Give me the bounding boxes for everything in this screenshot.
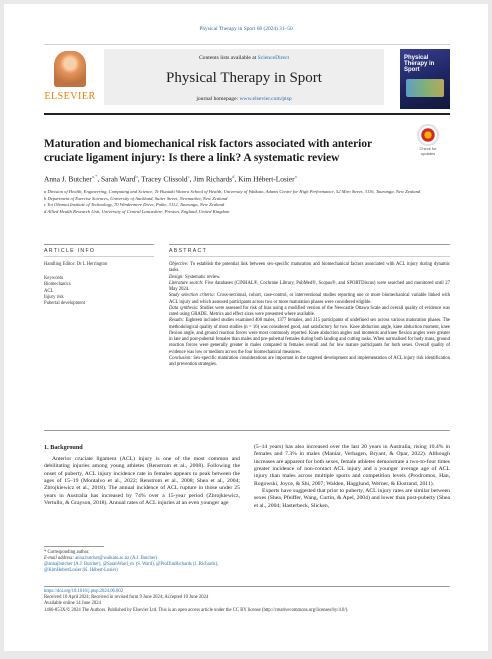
email-label: E-mail address: xyxy=(44,556,76,561)
abstract-heading: ABSTRACT xyxy=(169,248,208,254)
journal-title: Physical Therapy in Sport xyxy=(166,70,322,86)
body-paragraph: (5–14 years) has also increased over the last 20 years in Australia, rising 10.4% in females and 7.3% in males (Maniar, Verhagen, Bryant, & Opar, 2022). Although increases are apparent for both sexes, female athletes demonstrate a two-to-four times greater incidence of non-contact ACL injury and a younger average age of ACL injury than males across multiple sports and competition levels (Prodromos, Han, Rogowski, Joyce, & Shi, 2007; Walden, Hagglund, Werner, & Ekstrand, 2011). xyxy=(254,444,450,487)
body-column-right xyxy=(254,444,450,510)
elsevier-tree-icon xyxy=(54,51,86,87)
abstract-paragraph xyxy=(169,318,450,356)
author-name[interactable]: Jim Richards xyxy=(193,174,233,184)
handling-editor: Handling Editor: Dr L Herrington xyxy=(44,262,108,267)
author-affiliation-mark[interactable]: a,* xyxy=(91,174,98,179)
abstract-paragraph xyxy=(169,281,450,294)
author-affiliation-mark[interactable]: b xyxy=(135,174,138,179)
abstract-text: Sex-specific maturation considerations are important in the targeted development and implementation of ACL injury risk identification and prevention strategies. xyxy=(169,355,450,367)
abstract-label: Conclusion: xyxy=(169,355,192,361)
article-title: Maturation and biomechanical risk factors associated with anterior cruciate ligament injury: Is there a link? A systematic review xyxy=(44,138,372,164)
keyword: Biomechanics xyxy=(44,282,71,288)
doi-rule xyxy=(44,586,450,587)
homepage-line xyxy=(104,96,384,102)
publisher-name: ELSEVIER xyxy=(44,91,96,102)
keywords-label: Keywords xyxy=(44,276,64,282)
check-updates-icon xyxy=(417,124,439,146)
abstract-label: Data synthesis: xyxy=(169,305,199,311)
abstract-end-rule xyxy=(44,430,450,431)
abstract-text: Eighteen included studies examined 400 males, 1377 females, and 315 participants of undefined sex across various maturation phases. The methodological quality of most studies (n = 16) was considered good, and satisfactory for two. Knee abduction angle, knee abduction moment, knee flexion angle, and ground reaction forces were most commonly reported. Knee abduction angles and moments and knee flexion angles were greater in late and post-pubertal females than males and pre-pubertal females during both landing and cutting tasks. When normalised for body mass, ground reaction forces were generally greater in males compared to females overall and for low mature participants for both sexes. Overall quality of evidence was low or medium across the four biomechanical measures. xyxy=(169,318,450,355)
abstract-label: Objective: xyxy=(169,262,189,267)
abstract-text: Five databases (CINHAL®, Cochrane Library, PubMed®, Scopus®, and SPORTDiscus) were searched and monitored until 27 May 2024. xyxy=(169,280,450,292)
affiliation-item: b Department of Exercise Sciences, University of Auckland, Suiter Street, Newmarket, New Zealand xyxy=(44,195,228,201)
check-for-updates-button[interactable] xyxy=(417,124,439,156)
section-heading: 1. Background xyxy=(44,444,83,451)
abstract-rule xyxy=(169,244,450,245)
abstract-paragraph xyxy=(169,262,450,275)
journal-reference[interactable]: Physical Therapy in Sport 68 (2024) 31–50 xyxy=(199,26,293,32)
abstract-subrule xyxy=(169,256,450,257)
masthead-divider xyxy=(44,113,450,115)
article-info-panel xyxy=(44,262,154,307)
sciencedirect-link[interactable]: ScienceDirect xyxy=(257,55,290,61)
abstract-paragraph xyxy=(169,356,450,369)
body-column-left xyxy=(44,456,240,507)
article-info-rule xyxy=(44,244,154,245)
journal-masthead xyxy=(44,44,450,109)
footnote-rule xyxy=(44,546,104,547)
elsevier-logo[interactable] xyxy=(44,51,96,101)
contents-prefix: Contents lists available at xyxy=(198,55,258,61)
article-info-subrule xyxy=(44,256,154,257)
abstract-text: Studies were assessed for risk of bias using a modified version of the Newcastle Ottawa Scale and overall quality of evidence was rated using GRADE. Metrics and effect sizes were presented where available. xyxy=(169,305,450,317)
article-info-heading: ARTICLE INFO xyxy=(44,248,96,254)
social-handles[interactable]: @annajbutcher (A.J. Butcher), @SarahWard_ex (S. Ward), @ProfJimRichards (J. Richards), @KimHebertLosier (K. Hébert-Losier) xyxy=(44,562,219,573)
abstract-label: Study selection criteria: xyxy=(169,293,216,299)
article-page xyxy=(4,4,488,651)
abstract-label: Literature search: xyxy=(169,280,204,286)
author-affiliation-mark[interactable]: a xyxy=(294,174,297,179)
abstract-body xyxy=(169,262,450,368)
author-name[interactable]: Kim Hébert-Losier xyxy=(238,174,295,184)
author-list: Anna J. Butcher$^{a,*}$, Sarah Ward$^b$, Tracey Clissold$^c$, Jim Richards$^d$, Kim Hébert-Losier$^a$ xyxy=(44,174,297,184)
keyword: Pubertal development xyxy=(44,301,86,307)
abstract-label: Design: xyxy=(169,274,184,280)
keyword: ACL xyxy=(44,288,54,294)
available-online: Available online 14 June 2024 xyxy=(44,601,101,607)
author-name[interactable]: Anna J. Butcher xyxy=(44,174,92,184)
footnotes xyxy=(44,550,254,574)
check-updates-label: Check for updates xyxy=(419,146,437,156)
received-dates: Received 10 April 2024; Received in revised form 9 June 2024; Accepted 10 June 2024 xyxy=(44,595,209,601)
abstract-paragraph xyxy=(169,306,450,319)
affiliations xyxy=(44,189,450,215)
affiliation-item: a Division of Health, Engineering, Computing and Science, Te Huataki Waiora School of Health, University of Waikato, Adams Centre for High Performance, 52 Miro Street, 3116, Tauranga, New Zealand xyxy=(44,189,421,194)
homepage-prefix: journal homepage: xyxy=(196,96,240,102)
author-name[interactable]: Tracey Clissold xyxy=(141,174,188,184)
abstract-text: Cross-sectional, cohort, case-control, or interventional studies reporting one or more biomechanical variable linked with ACL injury and which assessed participants across two or more maturation phases were considered eligible. xyxy=(169,293,451,305)
masthead-info xyxy=(104,49,384,105)
homepage-link[interactable]: www.elsevier.com/ptsp xyxy=(239,96,292,102)
affiliation-item: c Toi Ohomai Institute of Technology, 70 Windermere Drive, Poike, 3112, Tauranga, New Zealand xyxy=(44,202,225,208)
license-statement: 1466-853X/© 2024 The Authors. Published by Elsevier Ltd. This is an open access article under the CC BY license (http://creativecommons.org/licenses/by/4.0/). xyxy=(44,607,349,613)
keyword: Injury risk xyxy=(44,294,64,300)
email-link[interactable]: anna.butcher@waikato.ac.nz (A.J. Butcher). xyxy=(75,556,159,561)
doi-link[interactable]: https://doi.org/10.1016/j.ptsp.2024.06.002 xyxy=(44,589,124,594)
contents-line xyxy=(104,55,384,61)
abstract-text: To establish the potential link between sex-specific maturation and biomechanical factors associated with ACL injury during dynamic tasks. xyxy=(169,262,450,274)
cover-graphic xyxy=(406,79,444,97)
abstract-label: Results: xyxy=(169,318,185,324)
cover-title: Physical Therapy in Sport xyxy=(404,55,435,73)
corresponding-author-note: * Corresponding author. xyxy=(44,550,90,555)
body-paragraph: Anterior cruciate ligament (ACL) injury is one of the most common and debilitating injuries among young athletes (Renstrom et al., 2008). Following the onset of puberty, ACL injury incidence rate in females appears to peak between the ages of 15–19 (Montalvo et al., 2022; Renstrom et al., 2008; Shea et al., 2004; Zbrojkiewicz et al., 2018). The annual incidence of ACL rupture in those under 25 years in Australia has increased by 74% over a 15-year period (Zbrojkiewicz, Vertullo, & Grayson, 2018). Annual rates of ACL injuries at an even younger age xyxy=(44,456,240,507)
body-paragraph: Experts have suggested that prior to puberty, ACL injury rates are similar between sexes (Shea, Pfeiffer, Wang, Curtin, & Apel, 2004) and lower than post-puberty (Shea et al., 2004; Hasterbeck, Slicken, xyxy=(254,488,450,509)
abstract-paragraph xyxy=(169,293,450,306)
affiliation-item: d Allied Health Research Unit, University of Central Lancashire, Preston, England, United Kingdom xyxy=(44,208,230,214)
journal-cover-image[interactable] xyxy=(400,49,450,109)
abstract-text: Systematic review. xyxy=(183,274,221,280)
author-name[interactable]: Sarah Ward xyxy=(101,174,136,184)
author-affiliation-mark[interactable]: d xyxy=(232,174,235,179)
author-affiliation-mark[interactable]: c xyxy=(187,174,190,179)
publication-info xyxy=(44,589,450,614)
